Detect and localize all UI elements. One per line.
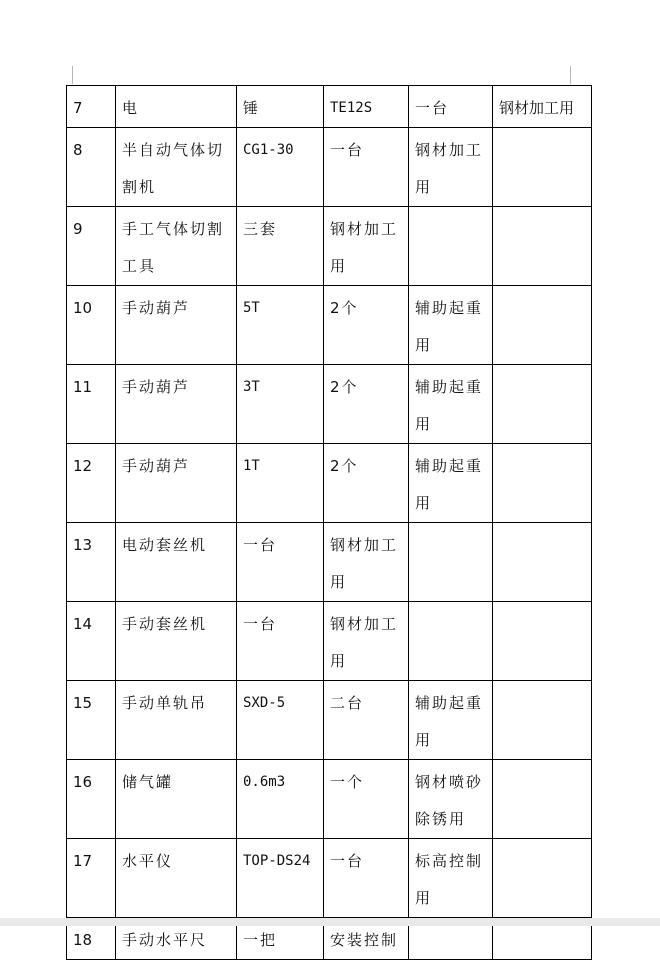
- cell-model: 一台: [237, 523, 324, 602]
- cell-use: 钢材喷砂除锈用: [409, 760, 493, 839]
- table-row: [67, 681, 592, 760]
- cell-no: 16: [67, 760, 116, 839]
- table-row: [67, 286, 592, 365]
- cell-use: 辅助起重用: [409, 444, 493, 523]
- cell-note: [493, 760, 592, 839]
- cell-note: [493, 128, 592, 207]
- table-row: [67, 207, 592, 286]
- cell-no: 11: [67, 365, 116, 444]
- cell-no: 8: [67, 128, 116, 207]
- cell-qty: 钢材加工用: [324, 602, 409, 681]
- cell-use: [409, 602, 493, 681]
- cell-name: 手工气体切割工具: [116, 207, 237, 286]
- cell-name: 手动葫芦: [116, 365, 237, 444]
- cell-note: [493, 523, 592, 602]
- equipment-table: [66, 85, 592, 960]
- cell-use: 标高控制用: [409, 839, 493, 918]
- cell-use: 钢材加工用: [409, 128, 493, 207]
- cell-note: [493, 444, 592, 523]
- table-row: [67, 839, 592, 918]
- cell-no: 18: [67, 918, 116, 960]
- table-row: [67, 365, 592, 444]
- cell-name: 手动单轨吊: [116, 681, 237, 760]
- cell-no: 14: [67, 602, 116, 681]
- cell-model: TOP-DS24: [237, 839, 324, 918]
- cell-name: 半自动气体切割机: [116, 128, 237, 207]
- cell-qty: 2个: [324, 286, 409, 365]
- cell-model: 一把: [237, 918, 324, 960]
- cell-use: [409, 207, 493, 286]
- cell-use: 一台: [409, 86, 493, 128]
- cell-model: 锤: [237, 86, 324, 128]
- cell-name: 水平仪: [116, 839, 237, 918]
- table-row: [67, 86, 592, 128]
- cell-note: [493, 681, 592, 760]
- cell-qty: 钢材加工用: [324, 523, 409, 602]
- cell-name: 手动葫芦: [116, 286, 237, 365]
- cell-model: SXD-5: [237, 681, 324, 760]
- cell-note: [493, 839, 592, 918]
- table-row: [67, 760, 592, 839]
- cell-use: 辅助起重用: [409, 681, 493, 760]
- cell-model: 三套: [237, 207, 324, 286]
- margin-corner-mark-left: [72, 66, 73, 84]
- cell-model: 5T: [237, 286, 324, 365]
- cell-qty: 钢材加工用: [324, 207, 409, 286]
- cell-qty: 二台: [324, 681, 409, 760]
- cell-name: 手动水平尺: [116, 918, 237, 960]
- cell-name: 手动葫芦: [116, 444, 237, 523]
- cell-model: 0.6m3: [237, 760, 324, 839]
- window-bottom-edge: [0, 918, 660, 926]
- cell-no: 13: [67, 523, 116, 602]
- cell-use: [409, 523, 493, 602]
- table-row: [67, 128, 592, 207]
- cell-no: 15: [67, 681, 116, 760]
- cell-qty: 一个: [324, 760, 409, 839]
- cell-no: 7: [67, 86, 116, 128]
- table-row: [67, 444, 592, 523]
- cell-qty: TE12S: [324, 86, 409, 128]
- margin-corner-mark-right: [570, 66, 571, 84]
- cell-model: 3T: [237, 365, 324, 444]
- cell-qty: 一台: [324, 839, 409, 918]
- cell-note: [493, 207, 592, 286]
- cell-name: 电: [116, 86, 237, 128]
- cell-note: [493, 365, 592, 444]
- cell-note: [493, 286, 592, 365]
- cell-use: 辅助起重用: [409, 286, 493, 365]
- cell-qty: 2个: [324, 444, 409, 523]
- cell-no: 10: [67, 286, 116, 365]
- cell-no: 9: [67, 207, 116, 286]
- cell-name: 储气罐: [116, 760, 237, 839]
- cell-note: 钢材加工用: [493, 86, 592, 128]
- cell-name: 手动套丝机: [116, 602, 237, 681]
- cell-note: [493, 602, 592, 681]
- cell-model: CG1-30: [237, 128, 324, 207]
- table-row: [67, 523, 592, 602]
- cell-use: 辅助起重用: [409, 365, 493, 444]
- cell-qty: 一台: [324, 128, 409, 207]
- cell-name: 电动套丝机: [116, 523, 237, 602]
- cell-no: 17: [67, 839, 116, 918]
- cell-qty: 2个: [324, 365, 409, 444]
- cell-model: 一台: [237, 602, 324, 681]
- cell-no: 12: [67, 444, 116, 523]
- cell-model: 1T: [237, 444, 324, 523]
- table-row: [67, 602, 592, 681]
- cell-qty: 安装控制: [324, 918, 409, 960]
